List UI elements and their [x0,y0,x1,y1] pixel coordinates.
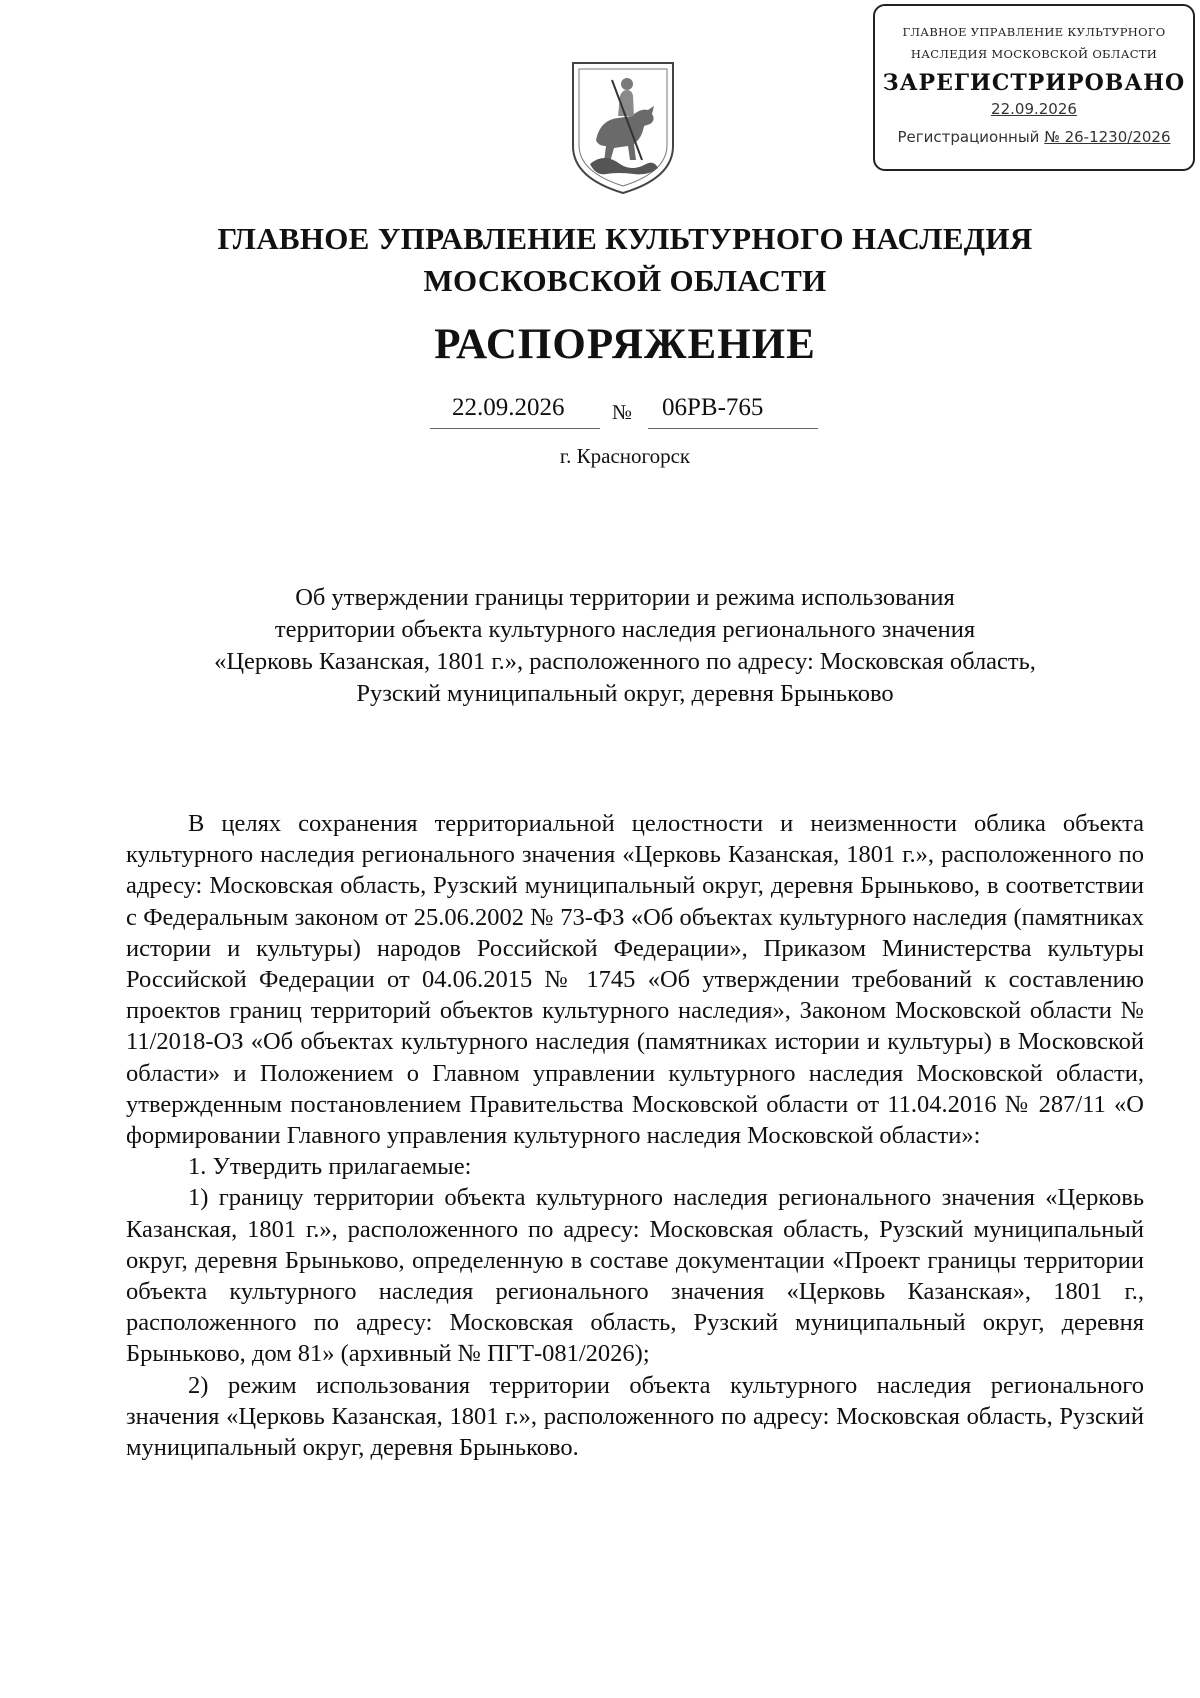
item-1-1: 1) границу территории объекта культурного наследия регионального значения «Церковь Казанская, 1801 г.», расположенного по адресу: Московская область, Рузский муниципальный округ, деревня Брыньково, определенную в составе документации «Проект границы территории объекта культурного наследия регионального значения «Церковь Казанская», 1801 г., расположенного по адресу: Московская область, Рузский муниципальный округ, деревня Брыньково, дом 81» (архивный № ПГТ-081/2026); [126,1184,1144,1368]
number-sign: № [612,400,633,424]
stamp-registration [875,128,1193,146]
coat-of-arms-icon [570,60,676,196]
stamp-reg-label: Регистрационный [897,128,1040,146]
stamp-org-line-2: НАСЛЕДИЯ МОСКОВСКОЙ ОБЛАСТИ [910,47,1158,61]
date-number-line [430,394,830,428]
document-date: 22.09.2026 [452,394,565,421]
title-line-2: территории объекта культурного наследия регионального значения [274,616,976,643]
item-1-2: 2) режим использования территории объекта культурного наследия регионального значения «Церковь Казанская, 1801 г.», расположенного по адресу: Московская область, Рузский муниципальный округ, деревня Брыньково. [126,1371,1144,1462]
document-body [126,808,1144,1463]
item-1: 1. Утвердить прилагаемые: [188,1153,472,1181]
organization-name [0,218,1200,302]
stamp-date-wrap [875,100,1193,118]
stamp-org-line-1: ГЛАВНОЕ УПРАВЛЕНИЕ КУЛЬТУРНОГО [902,25,1166,39]
city: г. Красногорск [559,444,691,468]
title-line-1: Об утверждении границы территории и режима использования [295,584,955,611]
document-number: 06РВ-765 [662,394,764,421]
document-type: РАСПОРЯЖЕНИЕ [434,321,816,368]
org-name-line-1: ГЛАВНОЕ УПРАВЛЕНИЕ КУЛЬТУРНОГО НАСЛЕДИЯ [217,221,1033,256]
document-title [140,582,1110,710]
title-line-4: Рузский муниципальный округ, деревня Брыньково [356,680,894,707]
stamp-status: ЗАРЕГИСТРИРОВАНО [882,70,1186,96]
title-line-3: «Церковь Казанская, 1801 г.», расположенного по адресу: Московская область, [214,648,1036,675]
date-underline [430,428,600,429]
preamble-paragraph: В целях сохранения территориальной целостности и неизменности облика объекта культурного наследия регионального значения «Церковь Казанская, 1801 г.», расположенного по адресу: Московская область, Рузский муниципальный округ, деревня Брыньково, в соответствии с Федеральным законом от 25.06.2002 № 73-ФЗ «Об объектах культурного наследия (памятниках истории и культуры) народов Российской Федерации», Приказом Министерства культуры Российской Федерации от 04.06.2015 № 1745 «Об утверждении требований к составлению проектов границ территорий объектов культурного наследия», Законом Московской области № 11/2018-ОЗ «Об объектах культурного наследия (памятниках истории и культуры) в Московской области» и Положением о Главном управлении культурного наследия Московской области, утвержденным постановлением Правительства Московской области от 11.04.2016 № 287/11 «О формировании Главного управления культурного наследия Московской области»: [126,810,1144,1150]
org-name-line-2: МОСКОВСКОЙ ОБЛАСТИ [423,263,827,298]
stamp-date: 22.09.2026 [991,100,1077,118]
number-underline [648,428,818,429]
registration-stamp [873,4,1195,171]
stamp-reg-number: № 26-1230/2026 [1044,128,1171,146]
